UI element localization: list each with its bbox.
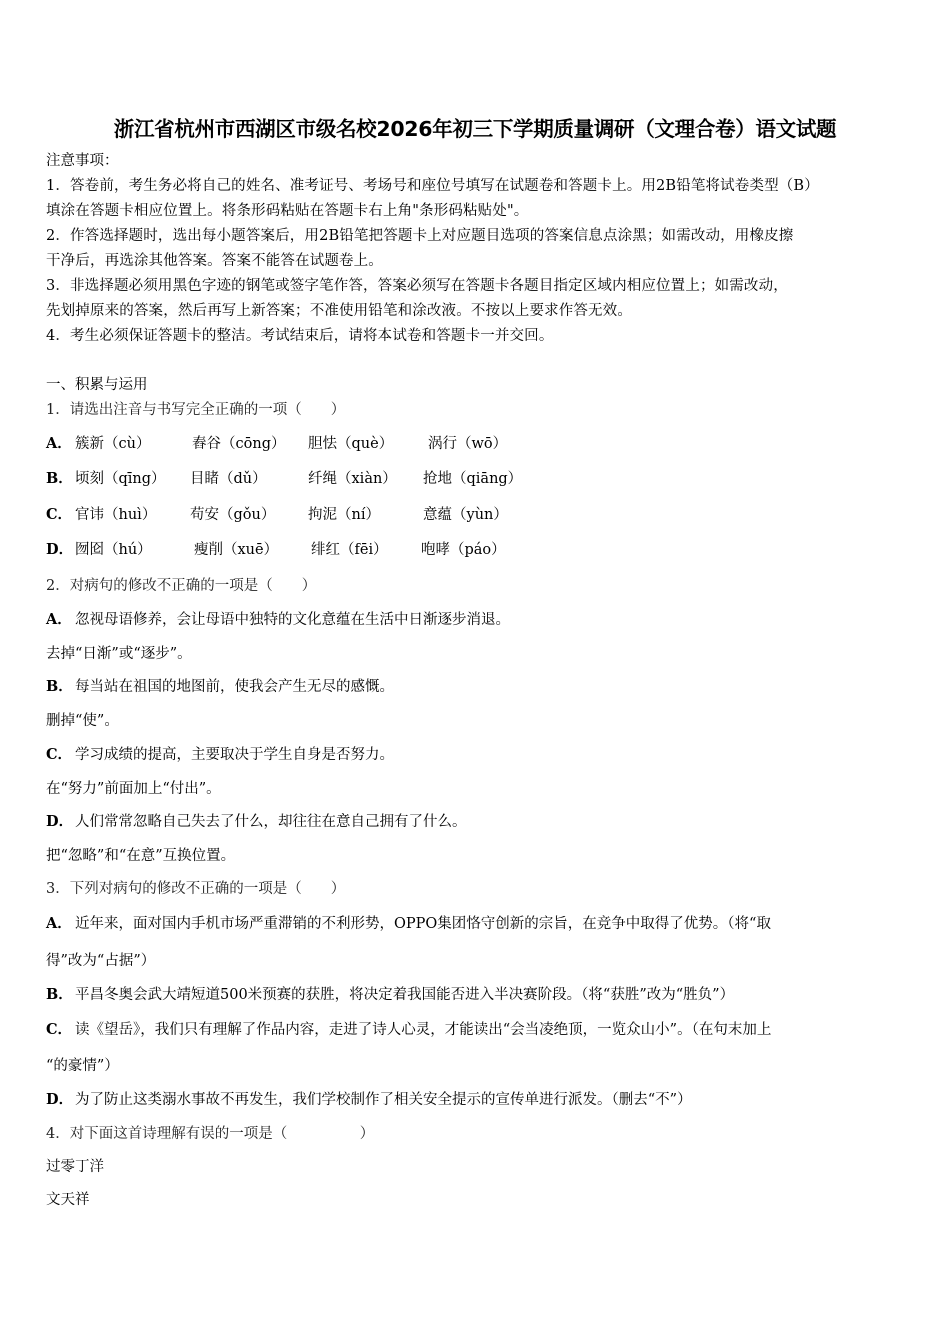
q1-item: 囫囵（hú） [75, 542, 152, 558]
q3-option-label: D． [46, 1091, 74, 1108]
q2-option-text: 人们常常忽略自己失去了什么，却往往在意自己拥有了什么。 [75, 814, 467, 830]
notice-line: 2．作答选择题时，选出每小题答案后，用2B铅笔把答题卡上对应题目选项的答案信息点涂黑；如需改动，用橡皮擦 [46, 228, 794, 244]
q1-item: 苟安（gǒu） [190, 507, 276, 523]
q3-option-text-cont: “的豪情”） [46, 1058, 119, 1074]
q1-item: 顷刻（qīng） [75, 471, 166, 487]
question-4-stem: 4．对下面这首诗理解有误的一项是（ ） [46, 1126, 375, 1142]
question-1-stem: 1．请选出注音与书写完全正确的一项（ ） [46, 402, 346, 418]
question-2-stem: 2．对病句的修改不正确的一项是（ ） [46, 578, 317, 594]
q1-item: 抢地（qiāng） [423, 471, 523, 487]
q3-option-label: A． [46, 915, 72, 932]
q2-option-text: 学习成绩的提高，主要取决于学生自身是否努力。 [75, 747, 394, 763]
q1-item: 意蕴（yùn） [423, 507, 508, 523]
q1-option-label: D． [46, 541, 74, 558]
q3-option-text: 为了防止这类溺水事故不再发生，我们学校制作了相关安全提示的宣传单进行派发。（删去“不”） [75, 1092, 692, 1108]
q1-item: 拘泥（ní） [308, 507, 380, 523]
q1-item: 涡行（wō） [428, 436, 508, 452]
poem-author: 文天祥 [46, 1192, 90, 1208]
q3-option-text: 读《望岳》，我们只有理解了作品内容，走进了诗人心灵，才能读出“会当凌绝顶，一览众山小”。（在句末加上 [75, 1022, 772, 1038]
page-title: 浙江省杭州市西湖区市级名校2026年初三下学期质量调研（文理合卷）语文试题 [113, 117, 837, 141]
q1-item: 瘦削（xuē） [194, 542, 279, 558]
q1-item: 官讳（huì） [75, 507, 157, 523]
q2-option-label: C． [46, 746, 73, 763]
q3-option-label: C． [46, 1021, 73, 1038]
q2-option-label: A． [46, 611, 72, 628]
q2-option-label: B． [46, 678, 73, 695]
notice-line: 4．考生必须保证答题卡的整洁。考试结束后，请将本试卷和答题卡一并交回。 [46, 328, 554, 344]
q2-option-fix: 去掉“日渐”或“逐步”。 [46, 646, 192, 662]
q3-option-text-cont: 得”改为“占据”） [46, 953, 156, 969]
q1-item: 舂谷（cōng） [192, 436, 286, 452]
q1-item: 咆哮（páo） [421, 542, 506, 558]
q2-option-fix: 在“努力”前面加上“付出”。 [46, 781, 221, 797]
q2-option-text: 每当站在祖国的地图前，使我会产生无尽的感慨。 [75, 679, 394, 695]
notice-line: 3．非选择题必须用黑色字迹的钢笔或签字笔作答，答案必须写在答题卡各题目指定区域内相应位置上；如需改动， [46, 278, 788, 294]
notice-heading: 注意事项： [46, 153, 119, 169]
q2-option-fix: 删掉“使”。 [46, 713, 119, 729]
notice-line: 干净后，再选涂其他答案。答案不能答在试题卷上。 [46, 253, 383, 269]
q1-item: 胆怯（què） [308, 436, 394, 452]
q3-option-text: 平昌冬奥会武大靖短道500米预赛的获胜，将决定着我国能否进入半决赛阶段。（将“获胜”改为“胜负”） [75, 987, 735, 1003]
notice-line: 填涂在答题卡相应位置上。将条形码粘贴在答题卡右上角"条形码粘贴处"。 [46, 203, 529, 219]
q2-option-label: D． [46, 813, 74, 830]
notice-line: 先划掉原来的答案，然后再写上新答案；不准使用铅笔和涂改液。不按以上要求作答无效。 [46, 303, 632, 319]
question-3-stem: 3．下列对病句的修改不正确的一项是（ ） [46, 881, 346, 897]
q1-option-label: C． [46, 506, 73, 523]
q3-option-label: B． [46, 986, 73, 1003]
q1-option-label: B． [46, 470, 73, 487]
q1-item: 纤绳（xiàn） [308, 471, 397, 487]
poem-title: 过零丁洋 [46, 1159, 104, 1175]
q2-option-fix: 把“忽略”和“在意”互换位置。 [46, 848, 236, 864]
notice-line: 1．答卷前，考生务必将自己的姓名、准考证号、考场号和座位号填写在试题卷和答题卡上。用2B铅笔将试卷类型（B） [46, 178, 819, 194]
q1-option-label: A． [46, 435, 72, 452]
section-heading: 一、积累与运用 [46, 377, 148, 393]
q1-item: 簇新（cù） [75, 436, 151, 452]
q2-option-text: 忽视母语修养，会让母语中独特的文化意蕴在生活中日渐逐步消退。 [75, 612, 510, 628]
q1-item: 目睹（dǔ） [190, 471, 267, 487]
q1-item: 绯红（fēi） [311, 542, 388, 558]
q3-option-text: 近年来，面对国内手机市场严重滞销的不利形势，OPPO集团恪守创新的宗旨，在竞争中取得了优势。（将“取 [75, 916, 771, 932]
